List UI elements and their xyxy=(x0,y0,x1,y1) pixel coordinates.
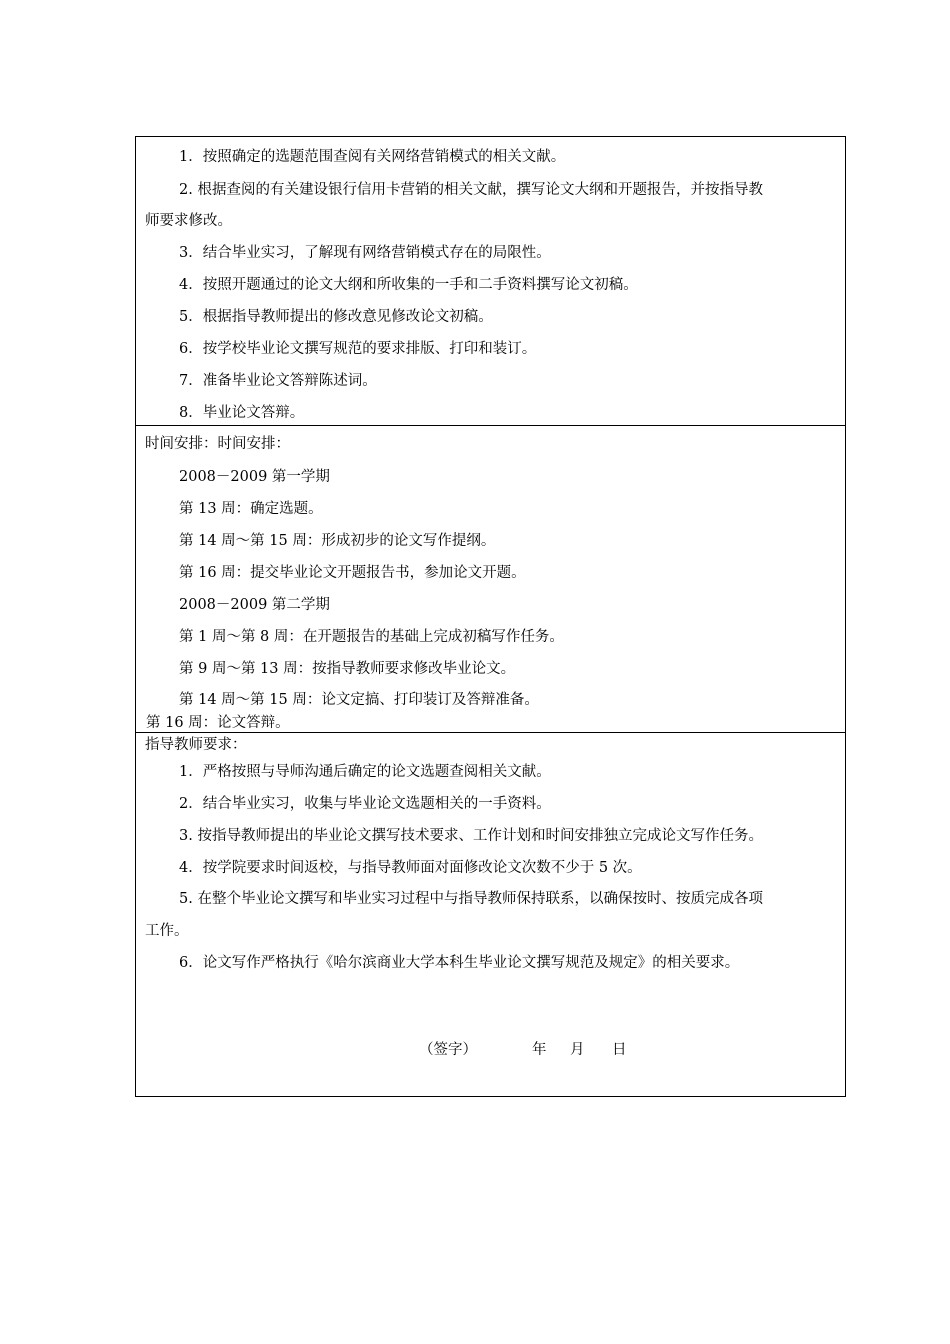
requirement-item: 5. 在整个毕业论文撰写和毕业实习过程中与指导教师保持联系，以确保按时、按质完成各项 xyxy=(179,891,763,907)
task-item: 4．按照开题通过的论文大纲和所收集的一手和二手资料撰写论文初稿。 xyxy=(179,277,638,293)
task-item: 8．毕业论文答辩。 xyxy=(179,405,305,421)
signature-month: 月 xyxy=(570,1042,585,1058)
requirement-item-continued: 工作。 xyxy=(145,923,189,939)
schedule-item: 第 14 周～第 15 周：形成初步的论文写作提纲。 xyxy=(179,533,496,549)
task-item: 7．准备毕业论文答辩陈述词。 xyxy=(179,373,377,389)
schedule-heading: 时间安排：时间安排： xyxy=(145,436,290,452)
requirement-item: 3. 按指导教师提出的毕业论文撰写技术要求、工作计划和时间安排独立完成论文写作任务。 xyxy=(179,828,763,844)
requirement-item: 2．结合毕业实习，收集与毕业论文选题相关的一手资料。 xyxy=(179,796,551,812)
task-item: 3．结合毕业实习，了解现有网络营销模式存在的局限性。 xyxy=(179,245,551,261)
task-item: 1．按照确定的选题范围查阅有关网络营销模式的相关文献。 xyxy=(179,149,566,165)
schedule-item: 2008－2009 第一学期 xyxy=(179,469,330,485)
schedule-item: 第 9 周～第 13 周：按指导教师要求修改毕业论文。 xyxy=(179,661,516,677)
schedule-item: 第 14 周～第 15 周：论文定搞、打印装订及答辩准备。 xyxy=(179,692,539,708)
requirement-item: 1．严格按照与导师沟通后确定的论文选题查阅相关文献。 xyxy=(179,764,551,780)
schedule-item: 第 16 周：提交毕业论文开题报告书，参加论文开题。 xyxy=(179,565,526,581)
requirement-item: 6．论文写作严格执行《哈尔滨商业大学本科生毕业论文撰写规范及规定》的相关要求。 xyxy=(179,955,740,971)
requirement-item: 4．按学院要求时间返校，与指导教师面对面修改论文次数不少于 5 次。 xyxy=(179,860,642,876)
task-item: 6．按学校毕业论文撰写规范的要求排版、打印和装订。 xyxy=(179,341,537,357)
section-divider xyxy=(136,732,845,733)
schedule-item: 第 1 周～第 8 周：在开题报告的基础上完成初稿写作任务。 xyxy=(179,629,564,645)
signature-day: 日 xyxy=(612,1042,627,1058)
requirements-heading: 指导教师要求： xyxy=(145,737,247,753)
signature-label: （签字） xyxy=(419,1042,477,1058)
form-table xyxy=(135,136,846,1097)
schedule-item: 2008－2009 第二学期 xyxy=(179,597,330,613)
task-item-continued: 师要求修改。 xyxy=(145,213,232,229)
schedule-item: 第 13 周：确定选题。 xyxy=(179,501,323,517)
task-item: 2. 根据查阅的有关建设银行信用卡营销的相关文献，撰写论文大纲和开题报告，并按指导教 xyxy=(179,182,763,198)
task-item: 5．根据指导教师提出的修改意见修改论文初稿。 xyxy=(179,309,493,325)
schedule-last-item: 第 16 周：论文答辩。 xyxy=(146,715,290,731)
section-divider xyxy=(136,425,845,426)
signature-year: 年 xyxy=(532,1042,547,1058)
